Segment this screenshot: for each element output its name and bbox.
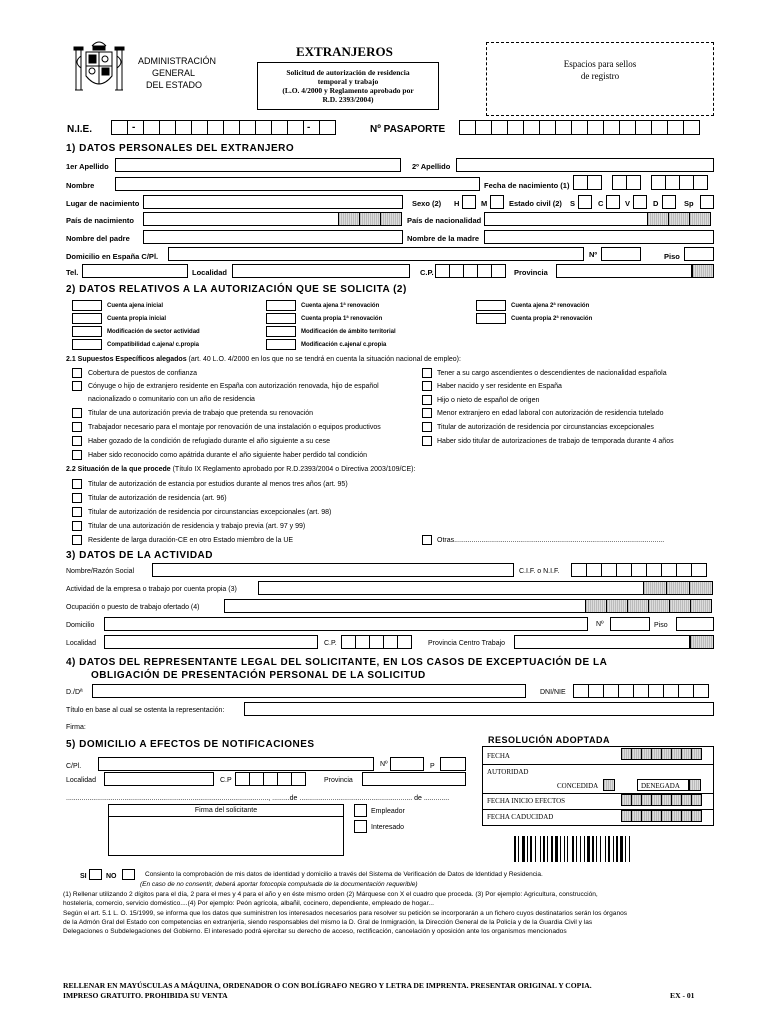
fecha-nac-label: Fecha de nacimiento (1) [484,181,570,190]
domicilio-field[interactable] [168,247,584,261]
sub2-title-rest: (Título IX Reglamento aprobado por R.D.2393/2004 o Directiva 2003/109/CE): [170,466,416,473]
sub2-label-0: Titular de autorización de estancia por estudios durante al menos tres años (art. 95) [88,481,348,488]
signature-box[interactable] [108,804,344,856]
s4-firma-label: Firma: [66,724,86,731]
provincia-field[interactable] [556,264,692,278]
s2-col1-box-2[interactable] [72,326,102,337]
nombre-field[interactable] [115,177,480,191]
domicilio-num-label: Nº [589,250,598,259]
stamp-line-1: Espacios para sellos [563,59,637,69]
res-denegada-label: DENEGADA [641,782,680,790]
s3-num-field[interactable] [610,617,650,631]
registry-stamp-area [486,42,714,116]
empleador-label: Empleador [371,808,405,815]
sub2-box-0[interactable] [72,479,82,489]
s5-date-line: ........................................................................................................, .........de .......................................................... de ............. [66,795,450,802]
sub1-right-label-3: Menor extranjero en edad laboral con autorización de residencia tutelado [437,410,664,417]
ec-v-label: V [625,199,631,208]
s5-localidad-field[interactable] [104,772,214,786]
pais-nac-label: País de nacimiento [66,216,134,225]
cp-label: C.P. [420,268,434,277]
s5-localidad-label: Localidad [66,777,96,784]
pais-nac-field[interactable] [143,212,339,226]
footer-line-1: RELLENAR EN MAYÚSCULAS A MÁQUINA, ORDENADOR O CON BOLÍGRAFO NEGRO Y LETRA DE IMPRENTA. PRESENTAR ORIGINAL Y COPIA. [63,981,592,990]
sub1-right-box-5[interactable] [422,436,432,446]
sub1-left-label-5: Haber gozado de la condición de refugiado durante el año siguiente a su cese [88,438,331,445]
sub1-left-label-4: Trabajador necesario para el montaje por renovación de una instalación o equipos productivos [88,424,381,431]
sub2-box-3[interactable] [72,521,82,531]
pais-nac-code[interactable] [339,212,402,226]
s2-col3-box-0[interactable] [476,300,506,311]
s3-nombre-field[interactable] [152,563,514,577]
form-subtitle-box [257,62,439,110]
s2-col1-label-1: Cuenta propia inicial [107,316,167,322]
resolucion-title: RESOLUCIÓN ADOPTADA [488,735,610,745]
nombre-padre-label: Nombre del padre [66,234,130,243]
form-subtitle-line-1: Solicitud de autorización de residencia [286,68,410,77]
res-concedida-label: CONCEDIDA [557,782,599,790]
sub1-right-label-0: Tener a su cargo ascendientes o descendientes de nacionalidad española [437,370,667,377]
sub2-label-2: Titular de autorización de residencia por circunstancias excepcionales (art. 98) [88,509,332,516]
s5-num-field[interactable] [390,757,424,771]
s5-num-label: Nº [380,761,388,768]
consent-si-label: SI [80,873,87,880]
ec-d-box[interactable] [662,195,676,209]
apellido2-field[interactable] [456,158,714,172]
sub1-right-label-2: Hijo o nieto de español de origen [437,397,540,404]
sub1-title-bold: 2.1 Supuestos Específicos alegados [66,356,187,363]
s2-col2-box-3[interactable] [266,339,296,350]
consent-no-label: NO [106,873,117,880]
footnote-3: de la Admón Gral del Estado con competencias en extranjería, siendo responsables del mismo la D. Gral de Inmigración, la Dirección General de la Policía y de la Guardia Civil y las [63,919,593,926]
res-fecha-label: FECHA [487,752,510,760]
s2-col2-label-1: Cuenta propia 1ª renovación [301,316,383,322]
fecha-nac-year[interactable] [652,175,708,190]
section-4-title-line-1: 4) DATOS DEL REPRESENTANTE LEGAL DEL SOLICITANTE, EN LOS CASOS DE EXCEPTUACIÓN DE LA [66,657,608,668]
s2-col3-label-0: Cuenta ajena 2ª renovación [511,303,590,309]
sub1-right-label-1: Haber nacido y ser residente en España [437,383,562,390]
s4-dni-label: DNI/NIE [540,689,566,696]
s3-piso-label: Piso [654,622,668,629]
domicilio-piso-label: Piso [664,252,680,261]
otras-box[interactable] [422,535,432,545]
stamp-line-2: de registro [580,71,620,81]
sub2-box-4[interactable] [72,535,82,545]
sub1-right-box-4[interactable] [422,422,432,432]
s2-col2-label-3: Modificación c.ajena/ c.propia [301,342,387,348]
s3-cp-label: C.P. [324,640,337,647]
res-fecha-caducidad-label: FECHA CADUCIDAD [487,813,554,821]
s3-actividad-code[interactable] [644,581,713,595]
apellido1-field[interactable] [115,158,401,172]
sub2-label-3: Titular de una autorización de residencia y trabajo previa (art. 97 y 99) [88,523,306,530]
res-fecha-inicio-label: FECHA INICIO EFECTOS [487,797,566,805]
nie-label: N.I.E. [67,124,93,135]
s2-col1-label-2: Modificación de sector actividad [107,329,200,335]
domicilio-num-field[interactable] [601,247,641,261]
s2-col1-box-0[interactable] [72,300,102,311]
nie-dash-1: - [132,122,136,133]
sub1-right-box-0[interactable] [422,368,432,378]
sub1-left-box-1[interactable] [72,381,82,391]
s3-cp-cells[interactable] [342,635,412,649]
firma-solicitante-label: Firma del solicitante [194,807,258,814]
sexo-h-box[interactable] [462,195,476,209]
passport-cells[interactable] [460,120,700,135]
s2-col3-label-1: Cuenta propia 2ª renovación [511,316,593,322]
localidad-label: Localidad [192,268,228,277]
nie-cells[interactable] [112,120,336,135]
s3-ocupacion-field[interactable] [224,599,586,613]
localidad-field[interactable] [232,264,410,278]
pais-nacionalidad-field[interactable] [484,212,648,226]
res-fecha-cells[interactable] [622,748,702,760]
s3-cif-cells[interactable] [572,563,707,577]
sub1-left-label-0: Cobertura de puestos de confianza [88,370,197,377]
s4-dda-label: D./Dª [66,689,83,696]
pais-nacionalidad-code[interactable] [648,212,711,226]
s2-col1-label-0: Cuenta ajena inicial [107,303,164,309]
s3-nombre-label: Nombre/Razón Social [66,568,135,575]
ec-c-box[interactable] [606,195,620,209]
s3-provincia-code[interactable] [690,635,714,649]
nombre-padre-field[interactable] [143,230,403,244]
s3-localidad-field[interactable] [104,635,318,649]
s2-col2-label-0: Cuenta ajena 1ª renovación [301,303,380,309]
fecha-nac-day[interactable] [574,175,602,190]
interesado-box[interactable] [354,820,367,833]
form-title: EXTRANJEROS [296,44,393,59]
otras-label: Otras............................................................................................................ [437,537,665,544]
sub1-left-box-5[interactable] [72,436,82,446]
sub1-right-box-2[interactable] [422,395,432,405]
apellido1-label: 1er Apellido [66,162,109,171]
ec-c-label: C [598,199,604,208]
footnote-2: Según el art. 5.1 L. O. 15/1999, se informa que los datos que suministren los interesados necesarios para resolver su petición se incorporarán a un fichero cuyos destinatarios serán los órganos [63,910,628,917]
form-subtitle-line-4: R.D. 2393/2004) [322,95,374,104]
sub1-left-label-2: nacionalizado o comunitario con un año de residencia [88,396,255,403]
consent-no-box[interactable] [122,869,135,880]
s5-cp-cells[interactable] [236,772,306,786]
ec-sp-label: Sp [684,199,694,208]
sub1-title [66,355,461,364]
sub2-box-1[interactable] [72,493,82,503]
sexo-h-label: H [454,199,460,208]
res-caducidad-cells[interactable] [622,810,702,822]
barcode-icon [514,836,714,862]
s3-domicilio-label: Domicilio [66,622,95,629]
consent-text: Consiento la comprobación de mis datos de identidad y domicilio a través del Sistema de Verificación de Datos de Identidad y Residencia. [145,871,543,878]
form-subtitle-line-3: (L.O. 4/2000 y Reglamento aprobado por [282,86,414,95]
estado-civil-label: Estado civil (2) [509,199,562,208]
s2-col2-box-2[interactable] [266,326,296,337]
sub2-label-4: Residente de larga duración-CE en otro Estado miembro de la UE [88,537,294,544]
consent-si-box[interactable] [89,869,102,880]
s3-actividad-field[interactable] [258,581,644,595]
admin-line-3: DEL ESTADO [146,80,203,90]
sub1-left-box-0[interactable] [72,368,82,378]
res-concedida-box[interactable] [603,779,615,791]
lugar-nac-label: Lugar de nacimiento [66,199,140,208]
consent-note: (En caso de no consentir, deberá aportar fotocopia compulsada de la documentación requerible) [140,881,418,888]
sub2-box-2[interactable] [72,507,82,517]
sub1-left-label-3: Titular de una autorización previa de trabajo que pretenda su renovación [88,410,314,417]
s3-actividad-label: Actividad de la empresa o trabajo por cuenta propia (3) [66,586,237,593]
cp-cells[interactable] [436,264,506,278]
s2-col2-box-1[interactable] [266,313,296,324]
sub2-title-bold: 2.2 Situación de la que procede [66,466,171,473]
sub1-left-box-4[interactable] [72,422,82,432]
s3-ocupacion-label: Ocupación o puesto de trabajo ofertado (4) [66,604,200,611]
admin-line-1: ADMINISTRACIÓN [138,56,217,66]
ec-d-label: D [653,199,659,208]
interesado-label: Interesado [371,824,405,831]
section-4-title-line-2: OBLIGACIÓN DE PRESENTACIÓN PERSONAL DE LA SOLICITUD [91,670,426,681]
domicilio-piso-field[interactable] [684,247,714,261]
s2-col2-box-0[interactable] [266,300,296,311]
section-1-title: 1) DATOS PERSONALES DEL EXTRANJERO [66,143,295,154]
s3-piso-field[interactable] [676,617,714,631]
nombre-madre-label: Nombre de la madre [407,234,480,243]
section-2-title: 2) DATOS RELATIVOS A LA AUTORIZACIÓN QUE SE SOLICITA (2) [66,284,407,295]
sexo-label: Sexo (2) [412,199,442,208]
s5-cpl-label: C/Pl. [66,763,82,770]
footer-form-code: EX - 01 [670,991,695,1000]
footnote-4: Delegaciones o Subdelegaciones del Gobierno. El interesado podrá ejercitar su derecho de acceso, rectificación, cancelación y oposición ante los organismos mencionados [63,928,567,935]
s3-provincia-label: Provincia Centro Trabajo [428,640,506,647]
provincia-label: Provincia [514,268,548,277]
s5-p-label: P [430,763,435,770]
ec-s-label: S [570,199,576,208]
nie-dash-2: - [307,122,311,133]
sub1-right-label-5: Haber sido titular de autorizaciones de trabajo de temporada durante 4 años [437,438,674,445]
coat-of-arms-icon [70,36,128,98]
sub1-left-label-6: Haber sido reconocido como apátrida durante el año siguiente haber perdido tal condición [88,452,368,459]
sub1-right-box-3[interactable] [422,408,432,418]
empleador-box[interactable] [354,804,367,817]
sexo-m-label: M [481,199,488,208]
apellido2-label: 2º Apellido [412,162,451,171]
s2-col1-box-3[interactable] [72,339,102,350]
footer-line-2: IMPRESO GRATUITO. PROHIBIDA SU VENTA [63,991,228,1000]
tel-field[interactable] [82,264,188,278]
sub2-label-1: Titular de autorización de residencia (art. 96) [88,495,227,502]
nombre-madre-field[interactable] [484,230,714,244]
res-inicio-cells[interactable] [622,794,702,806]
s3-provincia-field[interactable] [514,635,690,649]
sub1-left-label-1: Cónyuge o hijo de extranjero residente en España con autorización renovada, hijo de español [88,383,379,390]
provincia-code[interactable] [692,264,714,278]
s4-titulo-label: Título en base al cual se ostenta la representación: [66,707,225,714]
ec-v-box[interactable] [633,195,647,209]
s5-p-field[interactable] [440,757,466,771]
s3-domicilio-field[interactable] [104,617,588,631]
sexo-m-box[interactable] [490,195,504,209]
section-3-title: 3) DATOS DE LA ACTIVIDAD [66,550,214,561]
sub1-right-label-4: Titular de autorización de residencia por circunstancias excepcionales [437,424,654,431]
sub2-title [66,465,415,474]
footnote-0: (1) Rellenar utilizando 2 dígitos para el día, 2 para el mes y 4 para el año y en éste mismo orden (2) Márquese con X el cuadro que proceda. (3) Por ejemplo: Agricultura, construcción, [63,891,598,898]
s4-dni-cells[interactable] [574,684,709,698]
admin-line-2: GENERAL [152,68,196,78]
s2-col1-box-1[interactable] [72,313,102,324]
s5-provincia-label: Provincia [324,777,353,784]
ec-sp-box[interactable] [700,195,714,209]
s3-cif-label: C.I.F. o N.I.F. [519,568,560,575]
passport-label: Nº PASAPORTE [370,124,446,135]
s2-col2-label-2: Modificación de ámbito territorial [301,329,396,335]
fecha-nac-month[interactable] [613,175,641,190]
footnote-1: hostelería, comercio, servicio doméstico....(4) Por ejemplo: Peón agrícola, albañil, cocinero, dependiente, empleado de hogar... [63,900,434,907]
s2-col3-box-1[interactable] [476,313,506,324]
s4-dda-field[interactable] [92,684,526,698]
s3-ocupacion-code[interactable] [586,599,712,613]
sub1-title-rest: (art. 40 L.O. 4/2000 en los que no se tendrá en cuenta la situación nacional de empleo): [186,356,461,363]
s5-cp-label: C.P [220,777,232,784]
s5-cpl-field[interactable] [98,757,374,771]
sub1-left-box-3[interactable] [72,408,82,418]
lugar-nac-field[interactable] [143,195,403,209]
section-5-title: 5) DOMICILIO A EFECTOS DE NOTIFICACIONES [66,739,315,750]
s2-col1-label-3: Compatibilidad c.ajena/ c.propia [107,342,200,348]
s4-titulo-field[interactable] [244,702,714,716]
res-denegada-box[interactable] [689,779,701,791]
tel-label: Tel. [66,268,79,277]
form-subtitle-line-2: temporal y trabajo [317,77,379,86]
sub1-left-box-6[interactable] [72,450,82,460]
pais-nacionalidad-label: País de nacionalidad [407,216,482,225]
nombre-label: Nombre [66,181,95,190]
sub1-right-box-1[interactable] [422,381,432,391]
domicilio-label: Domicilio en España C/Pl. [66,252,159,261]
s5-provincia-field[interactable] [362,772,466,786]
ec-s-box[interactable] [578,195,592,209]
s3-localidad-label: Localidad [66,640,96,647]
res-autoridad-label: AUTORIDAD [487,768,529,776]
s3-num-label: Nº [596,621,604,628]
